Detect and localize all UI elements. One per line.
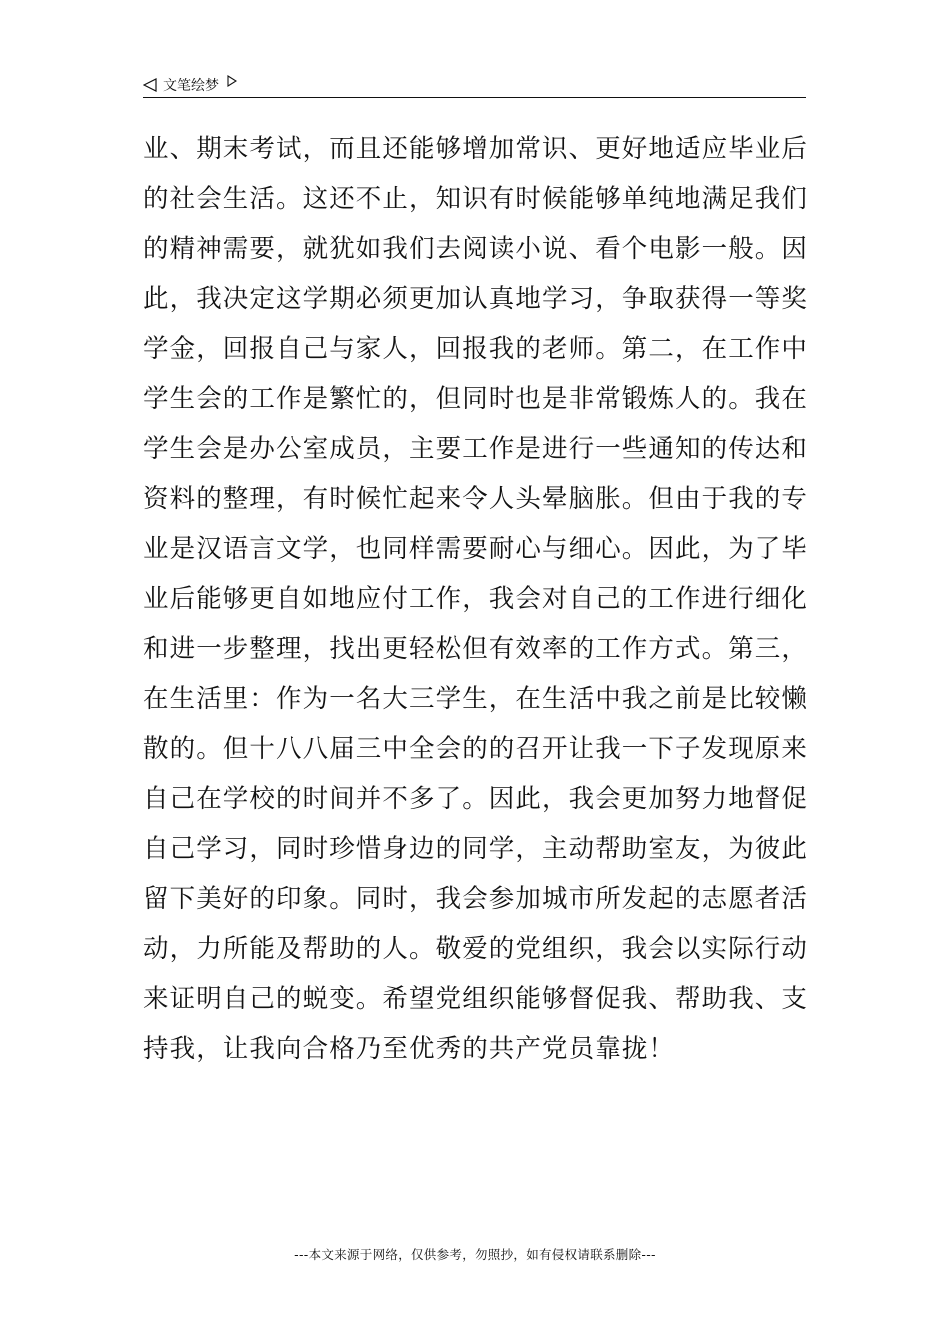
triangle-right-icon — [227, 75, 237, 87]
text-line: 学金，回报自己与家人，回报我的老师。第二，在工作中 — [143, 334, 809, 364]
text-line: 此，我决定这学期必须更加认真地学习，争取获得一等奖 — [143, 284, 809, 314]
text-line: 的精神需要，就犹如我们去阅读小说、看个电影一般。因 — [143, 234, 809, 264]
text-line: 来证明自己的蜕变。希望党组织能够督促我、帮助我、支 — [143, 984, 809, 1014]
page-footer: ---本文来源于网络，仅供参考，勿照抄，如有侵权请联系删除--- — [294, 1247, 656, 1262]
text-line: 动，力所能及帮助的人。敬爱的党组织，我会以实际行动 — [143, 934, 809, 964]
text-line: 持我，让我向合格乃至优秀的共产党员靠拢！ — [143, 1034, 676, 1064]
header-title: 文笔绘梦 — [163, 78, 219, 94]
text-line: 的社会生活。这还不止，知识有时候能够单纯地满足我们 — [143, 184, 809, 214]
text-line: 自己在学校的时间并不多了。因此，我会更加努力地督促 — [143, 784, 809, 814]
text-line: 留下美好的印象。同时，我会参加城市所发起的志愿者活 — [143, 884, 809, 914]
text-line: 业、期末考试，而且还能够增加常识、更好地适应毕业后 — [143, 134, 809, 164]
text-line: 业后能够更自如地应付工作，我会对自己的工作进行细化 — [143, 584, 809, 614]
text-line: 散的。但十八八届三中全会的的召开让我一下子发现原来 — [143, 734, 809, 764]
text-line: 自己学习，同时珍惜身边的同学，主动帮助室友，为彼此 — [143, 834, 809, 864]
header-divider — [143, 97, 806, 98]
page-header — [143, 72, 806, 98]
text-line: 学生会是办公室成员，主要工作是进行一些通知的传达和 — [143, 434, 809, 464]
triangle-left-icon — [143, 78, 157, 92]
text-line: 学生会的工作是繁忙的，但同时也是非常锻炼人的。我在 — [143, 384, 809, 414]
text-line: 和进一步整理，找出更轻松但有效率的工作方式。第三， — [143, 634, 809, 664]
text-line: 在生活里：作为一名大三学生，在生活中我之前是比较懒 — [143, 684, 809, 714]
text-line: 资料的整理，有时候忙起来令人头晕脑胀。但由于我的专 — [143, 484, 809, 514]
text-line: 业是汉语言文学，也同样需要耐心与细心。因此，为了毕 — [143, 534, 809, 564]
body-text — [143, 124, 807, 1074]
